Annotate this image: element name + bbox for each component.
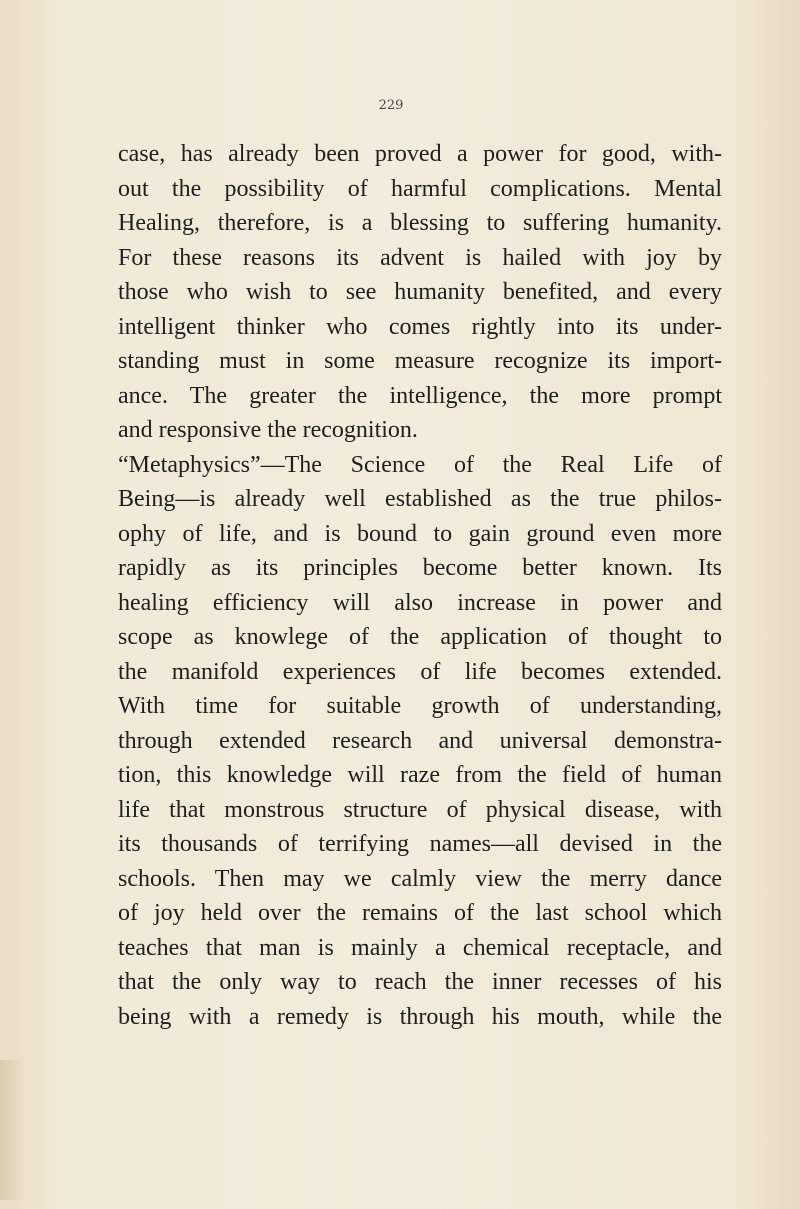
text-line: intelligent thinker who comes rightly into its under- — [118, 313, 722, 340]
page-edge-stain — [0, 1060, 26, 1200]
text-line: that the only way to reach the inner recesses of his — [118, 969, 722, 995]
text-line: those who wish to see humanity benefited, and every — [118, 279, 722, 305]
text-line: case, has already been proved a power for good, with- — [118, 141, 722, 167]
text-line: and responsive the recognition. — [118, 417, 418, 443]
text-line: ophy of life, and is bound to gain ground even more — [118, 520, 722, 547]
text-line: ance. The greater the intelligence, the more prompt — [118, 382, 722, 409]
page-number: 229 — [378, 98, 404, 113]
text-line: rapidly as its principles become better known. Its — [118, 555, 722, 581]
text-line: standing must in some measure recognize its import- — [118, 348, 722, 374]
text-line: tion, this knowledge will raze from the field of human — [118, 762, 722, 788]
text-line: For these reasons its advent is hailed with joy by — [118, 244, 722, 271]
text-line: of joy held over the remains of the last school which — [118, 900, 722, 926]
text-line: With time for suitable growth of understanding, — [118, 693, 722, 719]
text-line: life that monstrous structure of physical disease, with — [118, 796, 722, 823]
text-line: Healing, therefore, is a blessing to suffering humanity. — [118, 210, 722, 236]
text-line: schools. Then may we calmly view the merry dance — [118, 865, 722, 892]
text-line: Being—is already well established as the true philos- — [118, 486, 722, 512]
text-line: being with a remedy is through his mouth, while the — [118, 1003, 722, 1030]
text-line: out the possibility of harmful complications. Mental — [118, 175, 722, 202]
text-line: “Metaphysics”—The Science of the Real Life of — [118, 451, 722, 478]
text-line: its thousands of terrifying names—all devised in the — [118, 831, 722, 857]
body-text — [118, 137, 722, 1034]
text-line: teaches that man is mainly a chemical receptacle, and — [118, 934, 722, 961]
text-line: the manifold experiences of life becomes extended. — [118, 658, 722, 685]
text-line: through extended research and universal demonstra- — [118, 727, 722, 754]
text-line: scope as knowlege of the application of thought to — [118, 624, 722, 650]
text-line: healing efficiency will also increase in power and — [118, 589, 722, 616]
